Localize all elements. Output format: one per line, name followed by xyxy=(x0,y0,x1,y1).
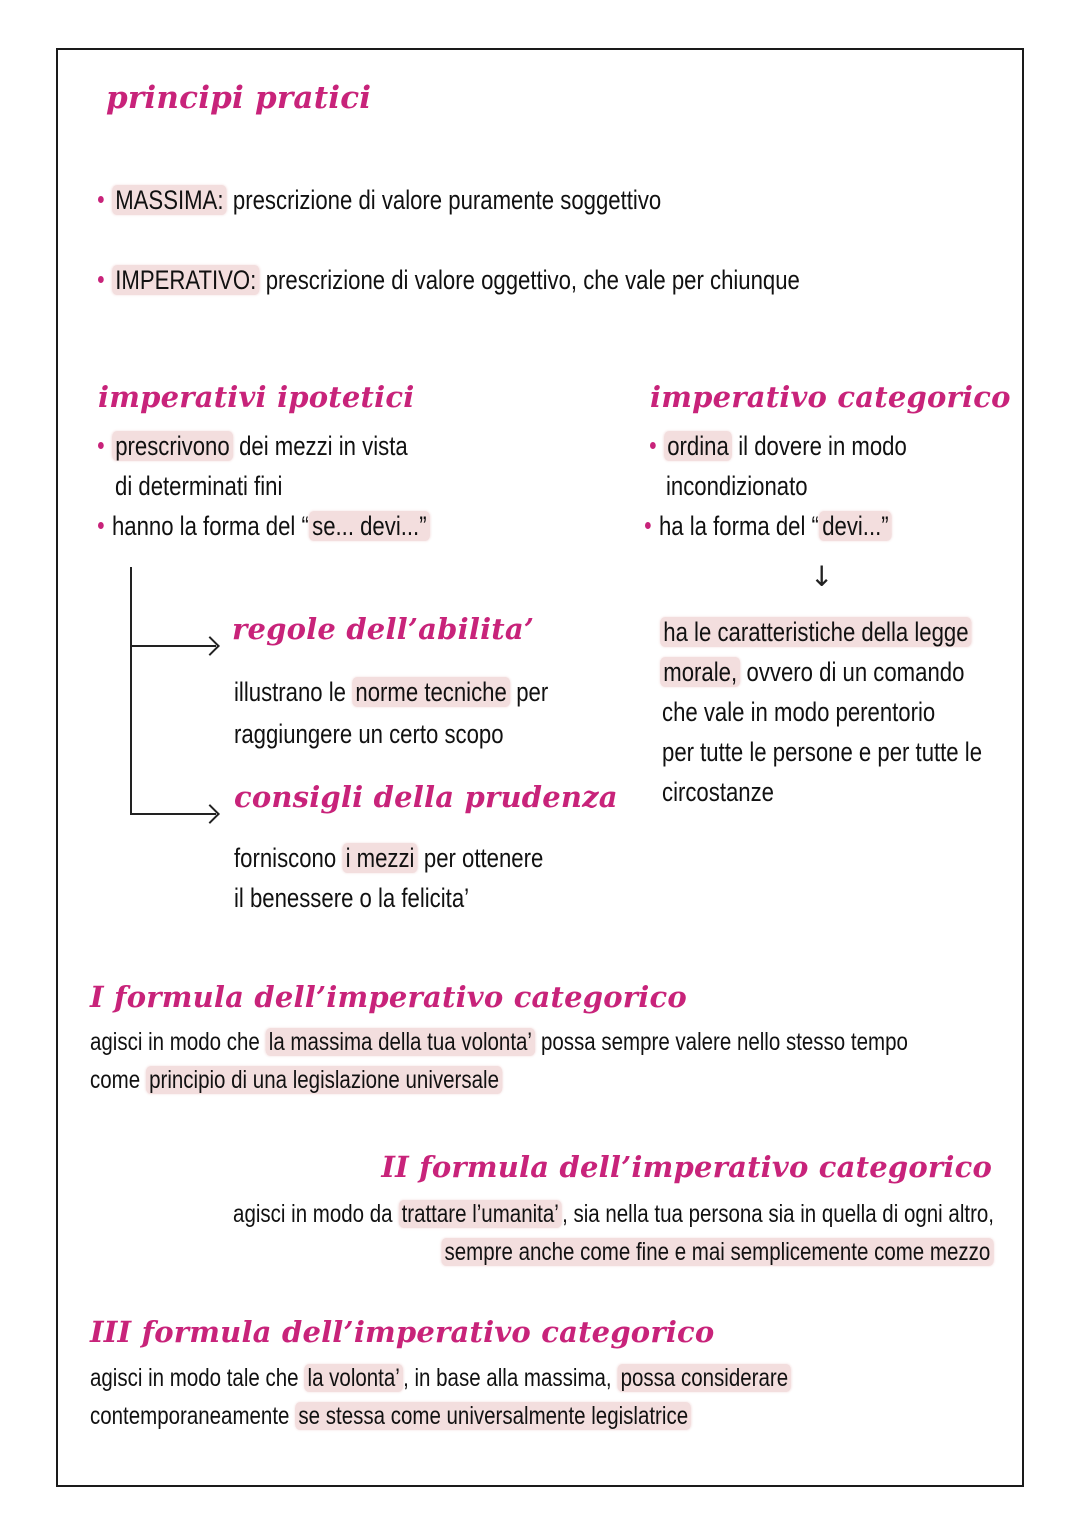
highlight: i mezzi xyxy=(342,843,417,873)
highlight: ha le caratteristiche della legge xyxy=(660,617,972,647)
heading-formula-3: III formula dell’imperativo categorico xyxy=(90,1315,715,1349)
highlight: morale, xyxy=(660,657,740,687)
heading-regole-abilita: regole dell’abilita’ xyxy=(232,612,535,646)
definition-text: prescrizione di valore puramente soggettivo xyxy=(232,185,662,215)
categorico-result-line-5 xyxy=(662,772,799,812)
formula-3-line-1 xyxy=(90,1358,945,1398)
text: contemporaneamente xyxy=(90,1402,296,1430)
text: dei mezzi in vista xyxy=(232,431,408,461)
highlight: ordina xyxy=(664,431,732,461)
text: agisci in modo da xyxy=(233,1200,399,1228)
text: ovvero di un comando xyxy=(740,657,965,687)
consigli-line-2 xyxy=(234,878,521,918)
term-imperativo: IMPERATIVO: xyxy=(112,265,260,295)
text: , sia nella tua persona sia in quella di ogni altro, xyxy=(562,1200,994,1228)
text: come xyxy=(90,1066,146,1094)
formula-2-line-2 xyxy=(320,1232,994,1272)
highlight: devi...” xyxy=(819,511,892,541)
text: agisci in modo tale che xyxy=(90,1364,305,1392)
highlight: se... devi...” xyxy=(309,511,430,541)
text: forniscono xyxy=(234,843,343,873)
ipotetici-bullet-1-cont xyxy=(115,466,319,506)
consigli-line-1 xyxy=(234,838,611,878)
text: circostanze xyxy=(662,777,774,807)
highlight: la massima della tua volonta’ xyxy=(265,1028,535,1056)
formula-2-line-1 xyxy=(66,1194,994,1234)
term-massima: MASSIMA: xyxy=(112,185,227,215)
definition-imperativo xyxy=(98,260,954,300)
categorico-result-line-1 xyxy=(660,612,1040,652)
text: il dovere in modo xyxy=(732,431,907,461)
text: per tutte le persone e per tutte le xyxy=(662,737,983,767)
bullet-icon xyxy=(98,196,104,203)
tree-vertical-line xyxy=(130,567,132,815)
definition-text: prescrizione di valore oggettivo, che vale per chiunque xyxy=(265,265,800,295)
formula-3-line-2 xyxy=(90,1396,823,1436)
regole-line-1 xyxy=(234,672,617,712)
categorico-bullet-2 xyxy=(645,506,946,546)
bullet-icon xyxy=(98,522,104,529)
categorico-result-line-4 xyxy=(662,732,1052,772)
text: che vale in modo perentorio xyxy=(662,697,936,727)
arrow-down-icon: ↓ xyxy=(810,560,834,593)
highlight: la volonta’ xyxy=(304,1364,403,1392)
definition-massima xyxy=(98,180,785,220)
categorico-bullet-1-cont xyxy=(666,466,839,506)
highlight: possa considerare xyxy=(617,1364,791,1392)
categorico-result-line-3 xyxy=(662,692,995,732)
highlight: prescrivono xyxy=(112,431,233,461)
text: per ottenere xyxy=(417,843,544,873)
bullet-icon xyxy=(650,442,656,449)
highlight: principio di una legislazione universale xyxy=(146,1066,502,1094)
heading-imperativo-categorico: imperativo categorico xyxy=(650,380,1011,414)
formula-1-line-2 xyxy=(90,1060,593,1100)
bullet-icon xyxy=(98,442,104,449)
heading-imperativi-ipotetici: imperativi ipotetici xyxy=(98,380,415,414)
regole-line-2 xyxy=(234,714,563,754)
ipotetici-bullet-1 xyxy=(98,426,476,466)
highlight: trattare l’umanita’ xyxy=(398,1200,562,1228)
categorico-bullet-1 xyxy=(650,426,963,466)
bullet-icon xyxy=(645,522,651,529)
text: possa sempre valere nello stesso tempo xyxy=(535,1028,908,1056)
heading-formula-2: II formula dell’imperativo categorico xyxy=(381,1150,992,1184)
text: hanno la forma del “ xyxy=(111,511,309,541)
text: illustrano le xyxy=(234,677,353,707)
bullet-icon xyxy=(98,276,104,283)
text: , in base alla massima, xyxy=(403,1364,618,1392)
text: il benessere o la felicita’ xyxy=(234,883,470,913)
highlight: se stessa come universalmente legislatrice xyxy=(295,1402,691,1430)
ipotetici-bullet-2 xyxy=(98,506,503,546)
text: agisci in modo che xyxy=(90,1028,266,1056)
heading-consigli-prudenza: consigli della prudenza xyxy=(234,780,618,814)
highlight: norme tecniche xyxy=(352,677,510,707)
heading-formula-1: I formula dell’imperativo categorico xyxy=(90,980,687,1014)
text: per xyxy=(510,677,549,707)
text: ha la forma del “ xyxy=(658,511,819,541)
highlight: sempre anche come fine e mai semplicemente come mezzo xyxy=(442,1238,994,1266)
page-title: principi pratici xyxy=(106,80,372,116)
formula-1-line-1 xyxy=(90,1022,1080,1062)
text: raggiungere un certo scopo xyxy=(234,719,504,749)
text: di determinati fini xyxy=(115,471,283,501)
categorico-result-line-2 xyxy=(660,652,1031,692)
text: incondizionato xyxy=(666,471,808,501)
